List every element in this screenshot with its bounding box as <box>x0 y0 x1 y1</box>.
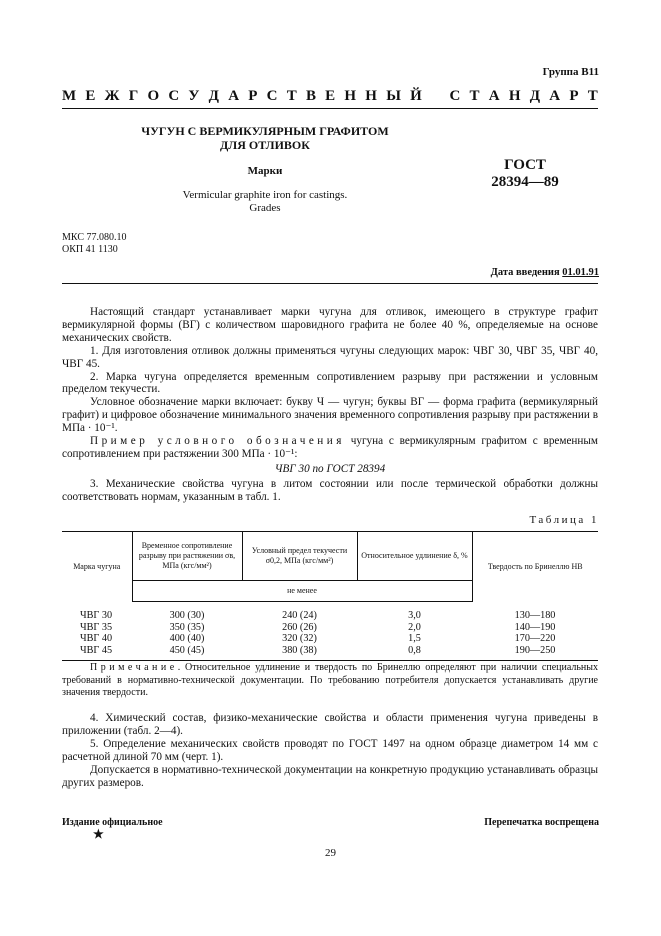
heading-letter: Н <box>508 88 521 104</box>
heading-letter: Ы <box>386 88 401 104</box>
official-edition: Издание официальное <box>62 817 163 828</box>
cell-hardness: 190—250 <box>472 645 598 661</box>
heading-letter: Д <box>529 88 541 104</box>
example-label: Пример условного обозначения <box>90 435 345 448</box>
heading-letter: О <box>147 88 160 104</box>
cell-elongation: 2,0 <box>408 621 421 633</box>
group-label: Группа В11 <box>542 66 599 78</box>
body-section-2 <box>62 712 598 789</box>
heading-letter: С <box>449 88 461 104</box>
table-row <box>62 602 598 622</box>
title-line-2: ДЛЯ ОТЛИВОК <box>220 138 310 152</box>
cell-tensile: 400 (40) <box>169 633 205 644</box>
page-number: 29 <box>325 847 336 859</box>
header-min-note: не менее <box>132 581 472 602</box>
english-title <box>140 189 390 215</box>
cell-grade: ЧВГ 30 <box>80 609 113 621</box>
gost-number <box>470 157 580 191</box>
star-icon: ★ <box>93 827 104 841</box>
cell-yield: 320 (32) <box>282 633 317 644</box>
paragraph-intro: Настоящий стандарт устанавливает марки чугуна для отливок, имеющего в структуре графит вермикулярной формы (ВГ) с количеством шаровидного графита не более 40 %, определяемые на основе механических свойств. <box>62 306 598 344</box>
english-title-line-1: Vermicular graphite iron for castings. <box>182 189 348 201</box>
heading-letter: С <box>266 88 278 104</box>
properties-table <box>62 531 598 661</box>
date-rule <box>62 283 598 284</box>
heading-letter: А <box>549 88 561 104</box>
heading-letter: Р <box>569 88 579 104</box>
example-text: чугуна с вермикулярным графитом с временным сопротивлением при растяжении 300 МПа · 10⁻¹: <box>62 435 598 460</box>
table-note <box>62 662 598 700</box>
paragraph-designation: Условное обозначение марки включает: букву Ч — чугун; буквы ВГ — форма графита (вермикулярный графит) и цифровое обозначение минимального значения временного сопротивления разрыву при растяжении в МПа · 10⁻¹. <box>62 396 598 435</box>
note-text: . Относительное удлинение и твердость по Бринеллю определяют при наличии специальных требований в нормативно-технической документации. По требованию потребителя допускается устанавливать другие значения твердости. <box>62 662 598 698</box>
paragraph-2: 2. Марка чугуна определяется временным сопротивлением разрыву при растяжении и условным пределом текучести. <box>62 370 598 396</box>
header-rule <box>62 108 598 109</box>
body-section-1 <box>62 306 598 504</box>
header-tensile: Временное сопротивление разрыву при растяжении σв, МПа (кгс/мм²) <box>132 532 242 581</box>
introduction-date-label: Дата введения <box>490 267 563 278</box>
heading-letter: Н <box>365 88 377 104</box>
example-designation: ЧВГ 30 по ГОСТ 28394 <box>274 462 386 475</box>
heading-letter: Д <box>208 88 219 104</box>
cell-grade: ЧВГ 35 <box>80 621 113 633</box>
paragraph-5: 5. Определение механических свойств проводят по ГОСТ 1497 на одном образце диаметром 14 мм с расчетной длиной 70 мм (черт. 1). <box>62 737 598 763</box>
table-row <box>62 633 598 645</box>
header-grade: Марка чугуна <box>62 532 132 602</box>
paragraph-4: 4. Химический состав, физико-механические свойства и области применения чугуна приведены в приложении (табл. 2—4). <box>62 712 598 737</box>
paragraph-1: 1. Для изготовления отливок должны применяться чугуны следующих марок: ЧВГ 30, ЧВГ 35, ЧВГ 40, ЧВГ 45. <box>62 344 598 370</box>
heading-letter: Е <box>325 88 336 104</box>
cell-elongation: 0,8 <box>357 645 472 661</box>
cell-yield: 260 (26) <box>282 621 317 633</box>
heading-letter: Е <box>85 88 96 104</box>
mks-code: МКС 77.080.10 <box>62 232 127 243</box>
cell-yield: 240 (24) <box>282 610 317 621</box>
header-yield: Условный предел текучести σ0,2, МПа (кгс/мм²) <box>242 532 357 581</box>
standard-type-heading <box>62 88 598 105</box>
heading-letter: Т <box>469 88 480 104</box>
table-row <box>62 645 598 661</box>
cell-grade: ЧВГ 40 <box>80 633 113 644</box>
note-label: Примечание <box>90 662 178 673</box>
document-title <box>120 124 410 152</box>
heading-letter: Г <box>128 88 139 104</box>
header-elongation: Относительное удлинение δ, % <box>357 532 472 581</box>
paragraph-allowance: Допускается в нормативно-технической документации на конкретную продукцию устанавливать образцы других размеров. <box>62 763 598 789</box>
cell-tensile: 350 (35) <box>169 621 205 633</box>
cell-grade: ЧВГ 45 <box>62 645 132 661</box>
table-row <box>62 622 598 634</box>
okp-code: ОКП 41 1130 <box>62 244 118 255</box>
document-subtitle: Марки <box>247 165 283 177</box>
gost-label: ГОСТ <box>504 157 546 173</box>
heading-letter: Й <box>410 88 422 104</box>
cell-yield: 380 (38) <box>242 645 357 661</box>
heading-letter: Н <box>344 88 357 104</box>
heading-letter: У <box>188 88 200 104</box>
classification-codes <box>62 232 126 256</box>
gost-code: 28394—89 <box>491 174 559 190</box>
heading-letter: В <box>305 88 316 104</box>
cell-tensile: 450 (45) <box>132 645 242 661</box>
cell-hardness: 170—220 <box>514 633 556 644</box>
introduction-date <box>491 267 599 278</box>
heading-letter: Т <box>587 88 598 104</box>
heading-letter: А <box>228 88 240 104</box>
heading-letter: М <box>62 88 77 104</box>
paragraph-example <box>62 435 598 461</box>
heading-letter: Ж <box>104 88 120 104</box>
cell-hardness: 140—190 <box>514 621 556 633</box>
introduction-date-value: 01.01.91 <box>562 267 599 278</box>
table-label: Таблица 1 <box>529 514 599 526</box>
cell-elongation: 1,5 <box>408 633 421 644</box>
english-title-line-2: Grades <box>249 202 281 214</box>
title-line-1: ЧУГУН С ВЕРМИКУЛЯРНЫМ ГРАФИТОМ <box>141 124 389 138</box>
cell-elongation: 3,0 <box>408 610 421 621</box>
reprint-prohibited: Перепечатка воспрещена <box>484 817 599 828</box>
heading-letter: С <box>168 88 180 104</box>
paragraph-3: 3. Механические свойства чугуна в литом состоянии или после термической обработки должны соответствовать нормам, указанным в табл. 1. <box>62 477 598 503</box>
cell-tensile: 300 (30) <box>169 610 205 621</box>
heading-letter: Р <box>248 88 258 104</box>
heading-letter: Т <box>286 88 297 104</box>
heading-letter: А <box>488 88 500 104</box>
cell-hardness: 130—180 <box>514 609 556 621</box>
header-hardness: Твердость по Бринеллю НВ <box>472 532 598 602</box>
